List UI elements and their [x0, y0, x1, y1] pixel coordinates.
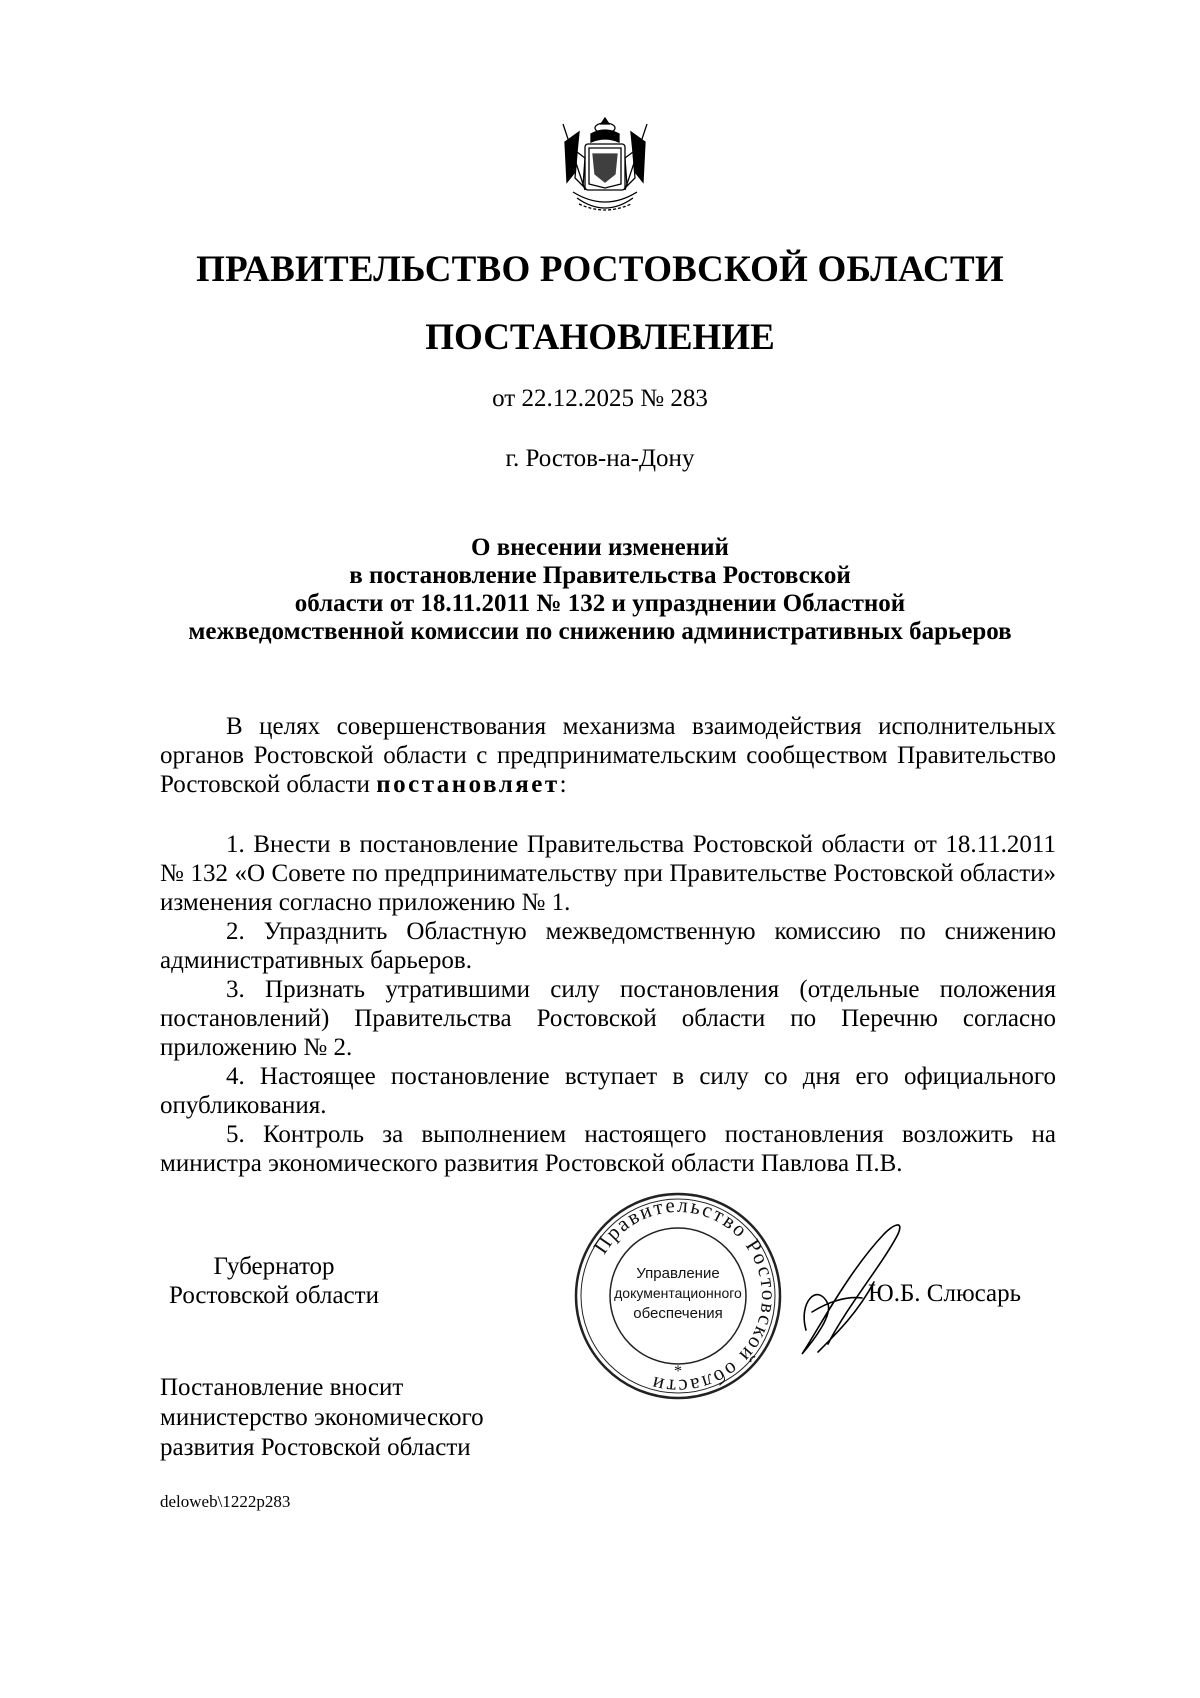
- seal-inner-line: документационного: [614, 1285, 742, 1301]
- signatory-name: Ю.Б. Слюсарь: [868, 1280, 1022, 1307]
- resolution-item: 5. Контроль за выполнением настоящего постановления возложить на министра экономического развития Ростовской области Павлова П.В.: [160, 1121, 1056, 1177]
- signatory-title: [160, 1252, 388, 1310]
- seal-outer-text: Правительство Ростовской области: [588, 1192, 782, 1400]
- document-title-line: межведомственной комиссии по снижению административных барьеров: [188, 618, 1012, 645]
- seal-star-icon: *: [674, 1363, 682, 1380]
- resolution-item: 2. Упразднить Областную межведомственную комиссию по снижению административных барьеров.: [160, 918, 1056, 974]
- resolution-item: 1. Внести в постановление Правительства Ростовской области от 18.11.2011 № 132 «О Совете по предпринимательству при Правительстве Ростовской области» изменения согласно приложению № 1.: [160, 831, 1056, 916]
- preamble: [160, 712, 1056, 799]
- coat-of-arms-emblem: [555, 112, 655, 220]
- resolution-item: 3. Признать утратившими силу постановления (отдельные положения постановлений) Правительства Ростовской области по Перечню согласно приложению № 2.: [160, 976, 1056, 1061]
- preamble-keyword: постановляет: [376, 771, 560, 798]
- document-date-number: от 22.12.2025 № 283: [492, 385, 708, 412]
- initiator-note: [160, 1373, 484, 1463]
- seal-inner-line: обеспечения: [633, 1305, 723, 1322]
- initiator-line: Постановление вносит: [160, 1374, 404, 1401]
- document-title-line: в постановление Правительства Ростовской: [349, 562, 851, 589]
- resolution-items: [160, 830, 1056, 1178]
- document-city: г. Ростов-на-Дону: [505, 445, 695, 472]
- resolution-item: 4. Настоящее постановление вступает в силу со дня его официального опубликования.: [160, 1063, 1056, 1119]
- document-title-line: О внесении изменений: [471, 534, 729, 561]
- initiator-line: министерство экономического: [160, 1404, 484, 1431]
- document-type-heading: ПОСТАНОВЛЕНИЕ: [425, 317, 775, 358]
- seal-inner-line: Управление: [636, 1265, 720, 1282]
- official-seal: [572, 1190, 784, 1402]
- signatory-title-line: Губернатор: [213, 1253, 335, 1280]
- signatory-title-line: Ростовской области: [169, 1282, 379, 1309]
- document-title-line: области от 18.11.2011 № 132 и упразднении Областной: [294, 590, 906, 617]
- initiator-line: развития Ростовской области: [160, 1434, 471, 1461]
- file-code: deloweb\1222p283: [160, 1492, 291, 1511]
- preamble-tail: :: [559, 771, 567, 798]
- organization-heading: ПРАВИТЕЛЬСТВО РОСТОВСКОЙ ОБЛАСТИ: [196, 249, 1004, 290]
- document-title: [0, 534, 1200, 646]
- preamble-text: В целях совершенствования механизма взаимодействия исполнительных органов Ростовской области с предпринимательским сообществом Правительство Ростовской области: [160, 713, 1056, 798]
